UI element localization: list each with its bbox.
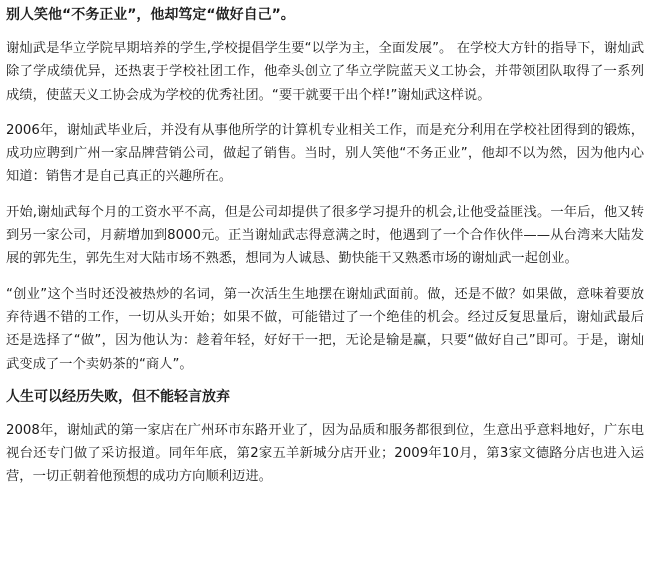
section-heading-1: 别人笑他“不务正业”，他却笃定“做好自己”。	[6, 7, 295, 23]
paragraph-2: 2006年，谢灿武毕业后，并没有从事他所学的计算机专业相关工作，而是充分利用在学校社团得到的锻炼，成功应聘到广州一家品牌营销公司，做起了销售。当时，别人笑他“不务正业”，他却不以为然，因为他内心知道：销售才是自己真正的兴趣所在。	[6, 122, 644, 185]
section-heading-2: 人生可以经历失败，但不能轻言放弃	[6, 388, 230, 405]
paragraph-5: 2008年，谢灿武的第一家店在广州环市东路开业了，因为品质和服务都很到位，生意出乎意料地好，广东电视台还专门做了采访报道。同年年底，第2家五羊新城分店开业；2009年10月，第3家文德路分店也进入运营，一切正朝着他预想的成功方向顺利迈进。	[6, 422, 644, 485]
paragraph-4: “创业”这个当时还没被热炒的名词，第一次活生生地摆在谢灿武面前。做，还是不做？如果做，意味着要放弃待遇不错的工作，一切从头开始；如果不做，可能错过了一个绝佳的机会。经过反复思量后，谢灿武最后还是选择了“做”，因为他认为：趁着年轻，好好干一把，无论是输是赢，只要“做好自己”即可。于是，谢灿武变成了一个卖奶茶的“商人”。	[6, 286, 644, 372]
paragraph-1: 谢灿武是华立学院早期培养的学生,学校提倡学生要“以学为主，全面发展”。 在学校大方针的指导下，谢灿武除了学成绩优异，还热衷于学校社团工作，他牵头创立了华立学院蓝天义工协会，并带领团队取得了一系列成绩，使蓝天义工协会成为学校的优秀社团。“要干就要干出个样!”谢灿武这样说。	[6, 41, 644, 103]
paragraph-3: 开始,谢灿武每个月的工资水平不高，但是公司却提供了很多学习提升的机会,让他受益匪浅。一年后，他又转到另一家公司，月薪增加到8000元。正当谢灿武志得意满之时，他遇到了一个合作伙伴——从台湾来大陆发展的郭先生，郭先生对大陆市场不熟悉，想同为人诚恳、勤快能干又熟悉市场的谢灿武一起创业。	[6, 204, 644, 267]
